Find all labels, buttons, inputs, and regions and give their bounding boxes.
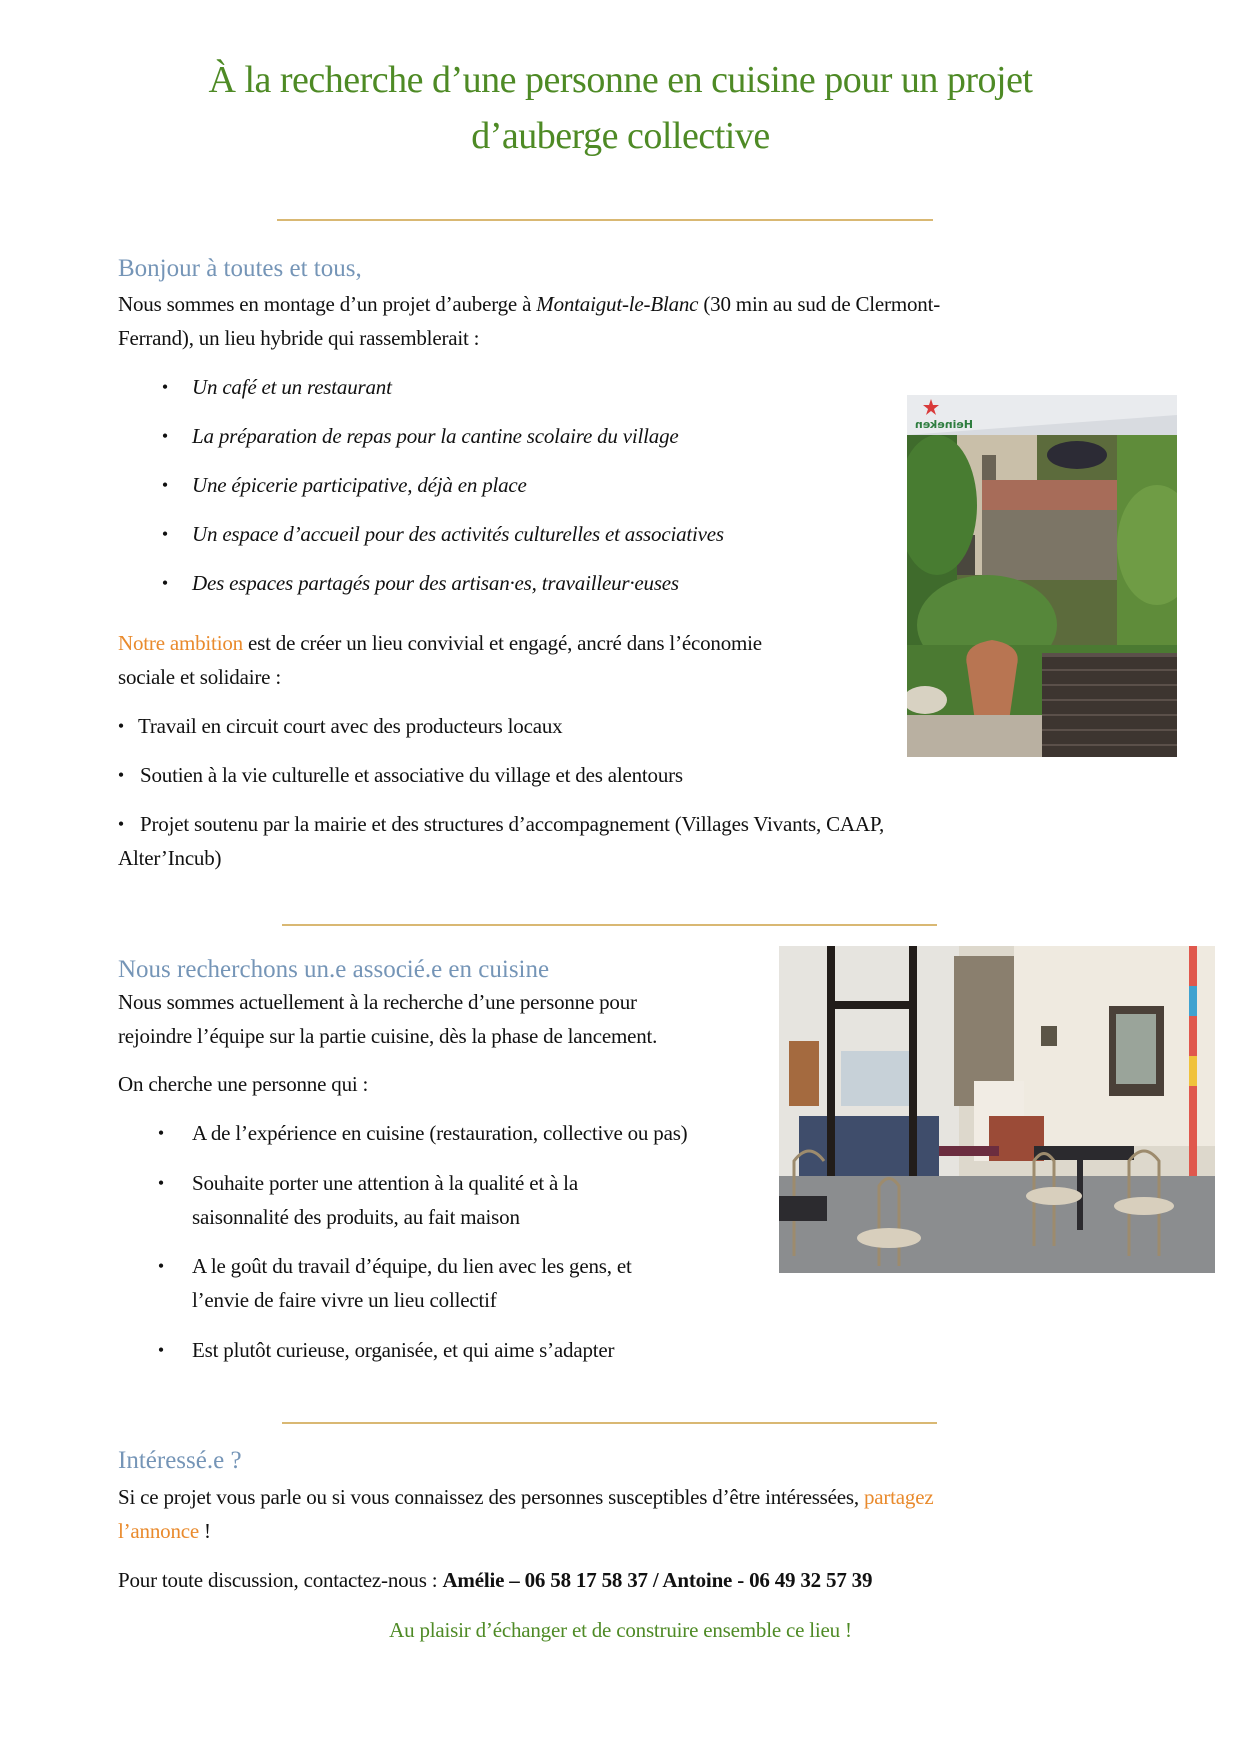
bullet: • — [161, 524, 169, 544]
contact-phone-numbers: Amélie – 06 58 17 58 37 / Antoine - 06 49 32 57 39 — [442, 1568, 873, 1592]
contact-heading: Intéressé.e ? — [118, 1447, 242, 1474]
ambition-paragraph — [118, 626, 898, 694]
search-paragraph — [118, 985, 778, 1053]
bullet: • — [161, 573, 169, 593]
intro-paragraph — [118, 287, 1118, 355]
cafe-interior-photo — [779, 946, 1215, 1273]
title-line-1: À la recherche d’une personne en cuisine pour un projet — [208, 59, 1033, 101]
bullet: • — [117, 765, 125, 785]
share-highlight-2: l’annonce — [118, 1519, 199, 1543]
list-item-continuation: Alter’Incub) — [118, 846, 222, 870]
intro-text-1: Nous sommes en montage d’un projet d’auberge à — [118, 292, 537, 316]
page-title — [100, 52, 1141, 164]
search-heading: Nous recherchons un.e associé.e en cuisine — [118, 956, 550, 983]
bullet: • — [157, 1256, 165, 1276]
list-item: Soutien à la vie culturelle et associative du village et des alentours — [140, 763, 683, 787]
list-item: Souhaite porter une attention à la qualité et à la — [192, 1171, 578, 1195]
intro-heading: Bonjour à toutes et tous, — [118, 255, 362, 282]
bullet: • — [157, 1173, 165, 1193]
bullet: • — [117, 814, 125, 834]
bullet: • — [161, 426, 169, 446]
list-item: Des espaces partagés pour des artisan·es, travailleur·euses — [192, 571, 679, 595]
list-item: Projet soutenu par la mairie et des structures d’accompagnement (Villages Vivants, CAAP, — [140, 812, 885, 836]
contact-text-1: Si ce projet vous parle ou si vous connaissez des personnes susceptibles d’être intéressées, — [118, 1485, 864, 1509]
garden-photo — [907, 395, 1177, 757]
bullet: • — [157, 1340, 165, 1360]
bullet: • — [161, 377, 169, 397]
closing-line: Au plaisir d’échanger et de construire ensemble ce lieu ! — [389, 1618, 852, 1642]
contact-text-2: ! — [199, 1519, 211, 1543]
list-item-continuation: saisonnalité des produits, au fait maison — [192, 1205, 520, 1229]
list-item: Est plutôt curieuse, organisée, et qui aime s’adapter — [192, 1338, 615, 1362]
search-text-2: rejoindre l’équipe sur la partie cuisine, dès la phase de lancement. — [118, 1024, 658, 1048]
search-intro: On cherche une personne qui : — [118, 1072, 369, 1096]
place-name: Montaigut-le-Blanc — [536, 292, 699, 316]
list-item: A le goût du travail d’équipe, du lien avec les gens, et — [192, 1254, 632, 1278]
contact-label: Pour toute discussion, contactez-nous : — [118, 1568, 443, 1592]
contact-details — [118, 1563, 872, 1597]
list-item: A de l’expérience en cuisine (restauration, collective ou pas) — [192, 1121, 688, 1145]
logo-text: Heineken — [914, 418, 973, 431]
share-highlight-1: partagez — [863, 1485, 934, 1509]
list-item: Un espace d’accueil pour des activités culturelles et associatives — [192, 522, 724, 546]
intro-text-2: (30 min au sud de Clermont- — [698, 292, 941, 316]
list-item: La préparation de repas pour la cantine scolaire du village — [192, 424, 679, 448]
bullet: • — [157, 1123, 165, 1143]
divider-2 — [282, 924, 937, 926]
divider-1 — [277, 219, 933, 221]
garden-illustration — [907, 395, 1177, 757]
title-line-2: d’auberge collective — [471, 115, 770, 157]
list-item: Travail en circuit court avec des producteurs locaux — [138, 714, 563, 738]
intro-text-3: Ferrand), un lieu hybride qui rassemblerait : — [118, 326, 480, 350]
divider-3 — [282, 1422, 937, 1424]
list-item: Une épicerie participative, déjà en place — [192, 473, 527, 497]
ambition-text-1: est de créer un lieu convivial et engagé, ancré dans l’économie — [242, 631, 762, 655]
bullet: • — [161, 475, 169, 495]
cafe-illustration — [779, 946, 1215, 1273]
list-item: Un café et un restaurant — [192, 375, 392, 399]
contact-paragraph — [118, 1480, 1118, 1548]
ambition-text-2: sociale et solidaire : — [118, 665, 281, 689]
list-item-continuation: l’envie de faire vivre un lieu collectif — [192, 1288, 497, 1312]
ambition-highlight: Notre ambition — [118, 631, 243, 655]
search-text-1: Nous sommes actuellement à la recherche d’une personne pour — [118, 990, 637, 1014]
bullet: • — [117, 716, 125, 736]
